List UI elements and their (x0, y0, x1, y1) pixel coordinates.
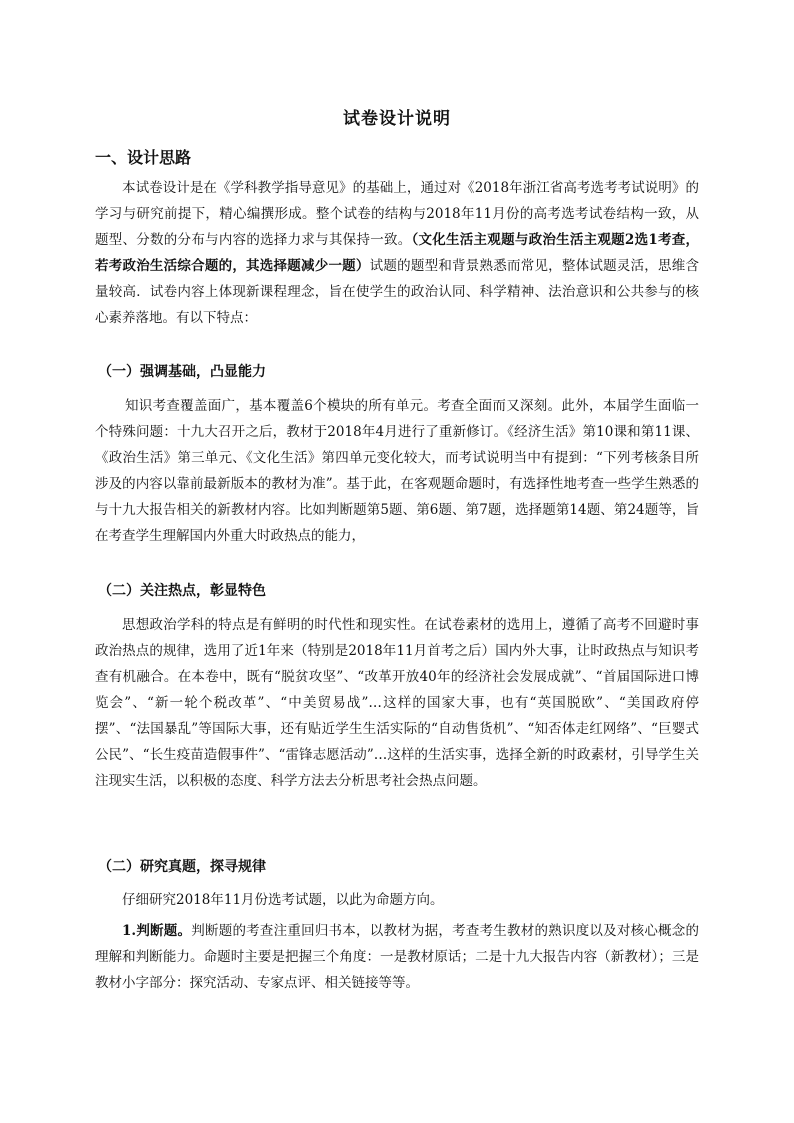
section-heading-design-ideas: 一、设计思路 (95, 148, 192, 167)
subheading-basics: （一）强调基础，凸显能力 (98, 364, 266, 380)
judgment-text: 判断题的考查注重回归书本，以教材为据，考查考生教材的熟识度以及对核心概念的理解和判断能力。命题时主要是把握三个角度：一是教材原话；二是十九大报告内容（新教材）；三是教材小字部分：探究活动、专家点评、相关链接等等。 (95, 923, 700, 991)
intro-text: 本试卷设计是在《学科教学指导意见》的基础上，通过对《2018年浙江省高考选考考试说明》的学习与研究前提下，精心编撰形成。整个试卷的结构与2018年11月份的高考选考试卷结构一致，从题型、分数的分布与内容的选择力求与其保持一致。 (95, 180, 699, 248)
paragraph-judgment (95, 918, 699, 996)
real-exams-text: 仔细研究2018年11月份选考试题，以此为命题方向。 (122, 892, 444, 908)
document-title: 试卷设计说明 (343, 109, 451, 129)
paragraph-real-exams (95, 887, 699, 913)
subheading-real-exams: （二）研究真题，探寻规律 (98, 859, 266, 875)
basics-text: 知识考查覆盖面广，基本覆盖6个模块的所有单元。考查全面而又深刻。此外，本届学生面临一个特殊问题：十九大召开之后，教材于2018年4月进行了重新修订。《经济生活》第10课和第11课、《政治生活》第三单元、《文化生活》第四单元变化较大，而考试说明当中有提到：“下列考核条目所涉及的内容以靠前最新版本的教材为准”。基于此，在客观题命题时，有选择性地考查一些学生熟悉的与十九大报告相关的新教材内容。比如判断题第5题、第6题、第7题，选择题第14题、第24题等，旨在考查学生理解国内外重大时政热点的能力， (95, 398, 699, 544)
hotspots-text: 思想政治学科的特点是有鲜明的时代性和现实性。在试卷素材的选用上，遵循了高考不回避时事政治热点的规律，选用了近1年来（特别是2018年11月首考之后）国内外大事，让时政热点与知识考查有机融合。在本卷中，既有“脱贫攻坚”、“改革开放40年的经济社会发展成就”、“首届国际进口博览会”、“新一轮个税改革”、“中美贸易战”…这样的国家大事，也有“英国脱欧”、“美国政府停摆”、“法国暴乱”等国际大事，还有贴近学生生活实际的“自动售货机”、“知否体走红网络”、“巨婴式公民”、“长生疫苗造假事件”、“雷锋志愿活动”…这样的生活实事，选择全新的时政素材，引导学生关注现实生活，以积极的态度、科学方法去分析思考社会热点问题。 (95, 617, 699, 789)
subheading-hotspots: （二）关注热点，彰显特色 (98, 583, 266, 599)
intro-text-end: 试题的题型和背景熟悉而常见，整体试题灵活，思维含量较高．试卷内容上体现新课程理念，旨在使学生的政治认同、科学精神、法治意识和公共参与的核心素养落地。有以下特点： (95, 258, 700, 326)
paragraph-intro (95, 175, 699, 331)
paragraph-basics (95, 393, 699, 549)
paragraph-hotspots (95, 612, 699, 794)
intro-bold-note: （文化生活主观题与政治生活主观题2选1考查，若考政治生活综合题的，其选择题减少一题） (95, 232, 700, 274)
judgment-label: 1.判断题。 (122, 923, 192, 939)
